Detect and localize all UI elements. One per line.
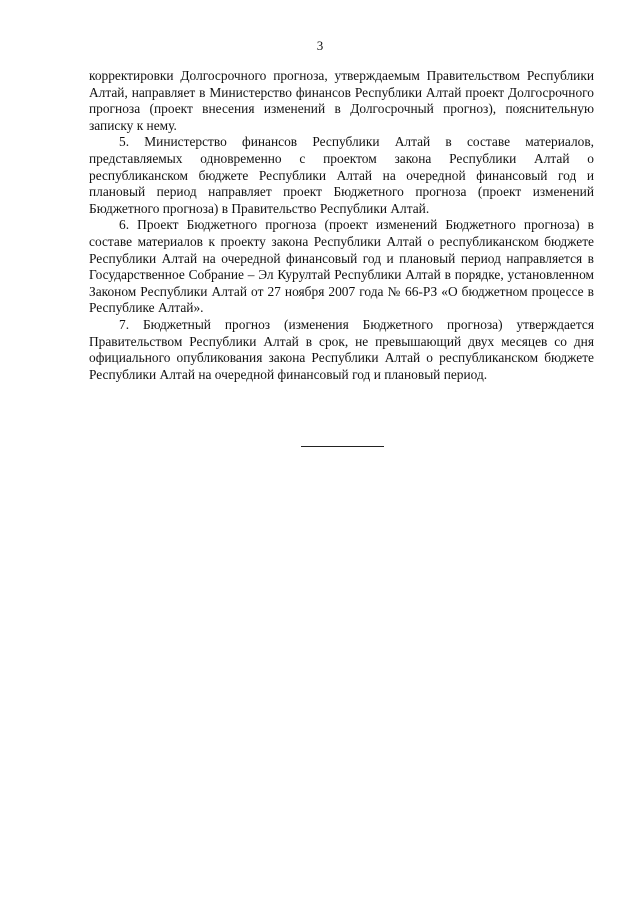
paragraph-item-7: 7. Бюджетный прогноз (изменения Бюджетного прогноза) утверждается Правительством Республики Алтай в срок, не превышающий двух месяцев со дня официального опубликования закона Республики Алтай о республиканском бюджете Республики Алтай на очередной финансовый год и плановый период. bbox=[89, 316, 594, 382]
paragraph-item-5: 5. Министерство финансов Республики Алтай в составе материалов, представляемых одновременно с проектом закона Республики Алтай о республиканском бюджете Республики Алтай на очередной финансовый год и плановый период направляет проект Бюджетного прогноза (проект изменений Бюджетного прогноза) в Правительство Республики Алтай. bbox=[89, 134, 594, 216]
page-number: 3 bbox=[316, 38, 324, 53]
paragraph-item-6: 6. Проект Бюджетного прогноза (проект изменений Бюджетного прогноза) в составе материалов к проекту закона Республики Алтай о республиканском бюджете Республики Алтай на очередной финансовый год и плановый период направляется в Государственное Собрание – Эл Курултай Республики Алтай в порядке, установленном Законом Республики Алтай от 27 ноября 2007 года № 66-РЗ «О бюджетном процессе в Республике Алтай». bbox=[89, 217, 594, 316]
document-body bbox=[89, 68, 594, 383]
end-of-document-line bbox=[301, 446, 384, 447]
paragraph-continuation: корректировки Долгосрочного прогноза, утверждаемым Правительством Республики Алтай, направляет в Министерство финансов Республики Алтай проект Долгосрочного прогноза (проект внесения изменений в Долгосрочный прогноз), пояснительную записку к нему. bbox=[89, 68, 594, 133]
